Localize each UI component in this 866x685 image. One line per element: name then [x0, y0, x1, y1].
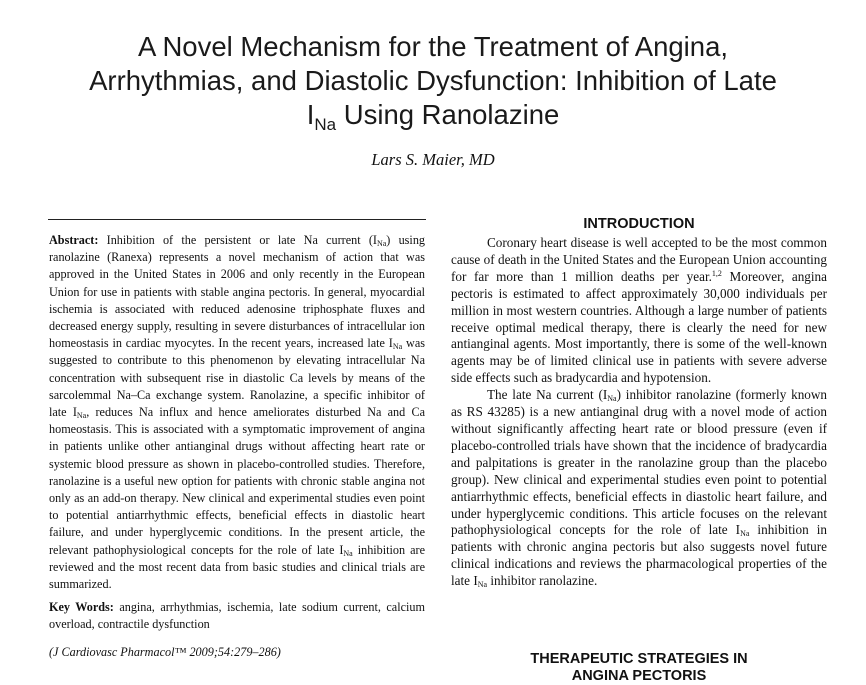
keywords-label: Key Words:: [49, 600, 114, 615]
introduction-column: [451, 235, 827, 590]
abstract-column: [49, 232, 425, 661]
article-title: [30, 30, 836, 132]
citation-superscript: 1,2: [711, 268, 722, 278]
citation: (J Cardiovasc Pharmacol™ 2009;54:279–286): [49, 644, 281, 659]
keywords-paragraph: [49, 599, 425, 633]
abstract-paragraph: Abstract: Inhibition of the persistent or late Na current $(I_{Na})$ using ranolazine (Ranexa) represents a novel mechanism of action that was approved in the United States in 2006 and only recently in the European Union for use in patients with stable angina pectoris. In general, myocardial ischemia is associated with reduced adenosine triphosphate fluxes and decreased energy supply, resulting in severe disturbances of intracellular ion homeostasis in cardiac myocytes. In the recent years, increased late $I_{Na}$ was suggested to contribute to this phenomenon by elevating intracellular Na concentration with subsequent rise in diastolic Ca levels by means of the sarcolemmal Na–Ca exchange system. Ranolazine, a specific inhibitor of late $I_{Na}$, reduces Na influx and hence ameliorates disturbed Na and Ca homeostasis. This is associated with a symptomatic improvement of angina in patients unlike other antianginal drugs without affecting heart rate or systemic blood pressure as shown in placebo-controlled studies. Therefore, ranolazine is a useful new option for patients with chronic stable angina not only as an add-on therapy. New clinical and experimental studies even point to potential antiarrhythmic effects, beneficial effects in diastolic heart failure, and under hyperglycemic conditions. In the present article, the relevant pathophysiological concepts for the role of late $I_{Na}$ inhibition are reviewed and the most recent data from basic studies and clinical trials are summarized.: [49, 233, 426, 592]
therapeutic-strategies-heading: THERAPEUTIC STRATEGIES IN ANGINA PECTORIS: [530, 651, 748, 684]
intro-paragraph-1: Coronary heart disease is well accepted to be the most common cause of death in the United States and the European Union accounting for far more than 1 million deaths per year.$^{1,2}$ Moreover, angina pectoris is estimated to affect approximately 30,000 individuals per million in most western countries. Although a large number of patients receive optimal medical therapy, there is clearly the need for new antianginal agents. Most importantly, there is some of the well-known agents may be of limited clinical use in patients with severe adverse side effects such as bradycardia and hypotension.: [451, 235, 827, 386]
title-line-2: Arrhythmias, and Diastolic Dysfunction: Inhibition of Late: [89, 65, 777, 96]
keywords-text: angina, arrhythmias, ischemia, late sodium current, calcium overload, contractile dysfunction: [49, 600, 425, 632]
abstract-label: Abstract:: [49, 233, 99, 247]
introduction-heading: INTRODUCTION: [583, 216, 695, 232]
abstract-divider: [48, 219, 426, 220]
intro-paragraph-2: The late Na current $(I_{Na})$ inhibitor ranolazine (formerly known as RS 43285) is a new antianginal drug with a novel mode of action without significantly affecting heart rate or blood pressure (even if placebo-controlled trials have shown that the incidence of bradycardia and palpitations is greater in the ranolazine group than the placebo group). New clinical and experimental studies even point to potential antiarrhythmic effects, beneficial effects in diastolic heart failure, and under hyperglycemic conditions. This article focuses on the relevant pathophysiological concepts for the role of late $I_{Na}$ inhibition in patients with chronic angina pectoris but also suggests novel future clinical indications and reviews the pharmacological properties of the late $I_{Na}$ inhibitor ranolazine.: [451, 387, 828, 590]
title-line-3: $I_{Na}$ Using Ranolazine: [306, 99, 560, 134]
title-line-1: A Novel Mechanism for the Treatment of Angina,: [137, 31, 729, 62]
author-name: Lars S. Maier, MD: [371, 150, 495, 169]
